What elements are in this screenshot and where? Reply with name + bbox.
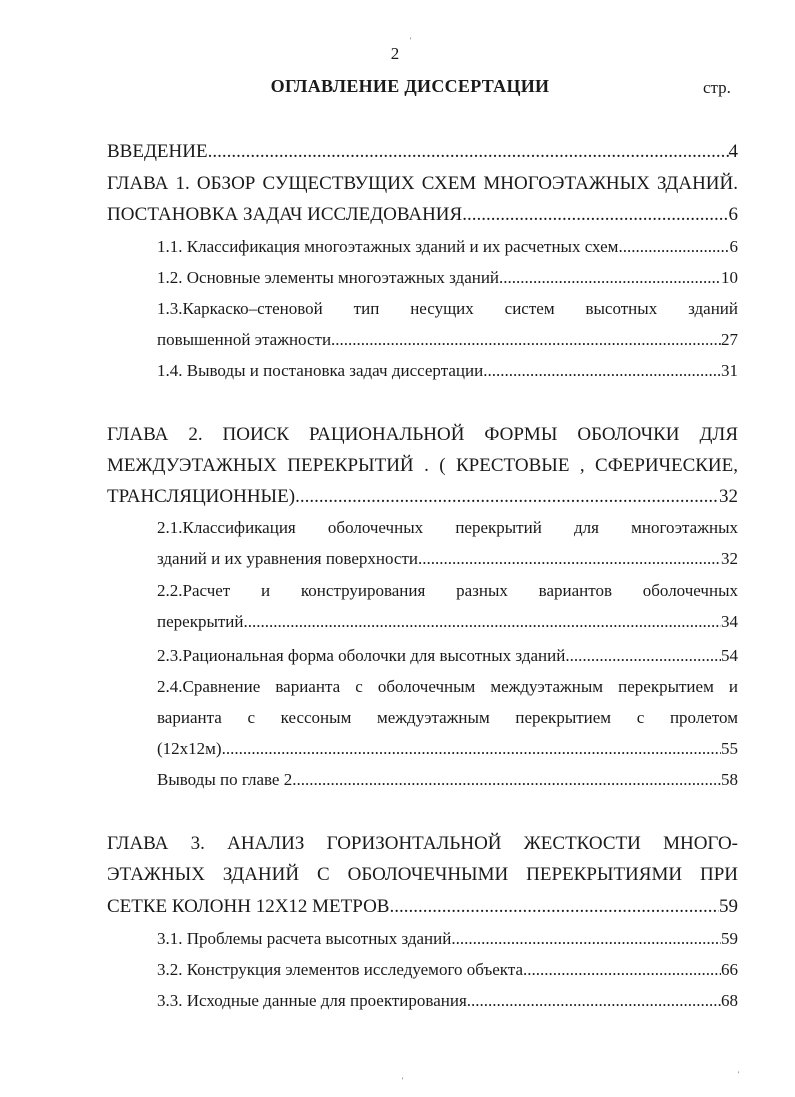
toc-entry-text: 2.2.Расчет и конструирования разных вариантов оболочечных bbox=[157, 581, 738, 600]
leader-dots bbox=[222, 740, 721, 757]
toc-section-2-2-cont[interactable] bbox=[157, 613, 738, 630]
toc-entry-text: перекрытий bbox=[157, 612, 244, 631]
leader-dots bbox=[462, 205, 728, 224]
scan-speck: ' bbox=[738, 1070, 740, 1079]
toc-entry-text: ГЛАВА 1. ОБЗОР СУЩЕСТВУЩИХ СХЕМ МНОГОЭТАЖНЫХ ЗДАНИЙ. bbox=[107, 173, 738, 194]
toc-section-1-4[interactable] bbox=[157, 362, 738, 379]
toc-entry-page: 32 bbox=[721, 549, 738, 568]
toc-entry-page: 10 bbox=[721, 268, 738, 287]
toc-entry-page: 34 bbox=[721, 612, 738, 631]
leader-dots bbox=[295, 487, 719, 506]
toc-chapter-2-title[interactable] bbox=[107, 425, 738, 444]
toc-entry-text: ГЛАВА 2. ПОИСК РАЦИОНАЛЬНОЙ ФОРМЫ ОБОЛОЧКИ ДЛЯ bbox=[107, 424, 738, 445]
toc-entry-page: 4 bbox=[728, 141, 738, 162]
leader-dots bbox=[451, 930, 721, 947]
toc-section-2-1[interactable] bbox=[157, 519, 738, 536]
toc-section-1-3[interactable] bbox=[157, 300, 738, 317]
toc-entry-page: 54 bbox=[721, 646, 738, 665]
toc-entry-page: 6 bbox=[729, 237, 738, 256]
toc-entry-text: ГЛАВА 3. АНАЛИЗ ГОРИЗОНТАЛЬНОЙ ЖЕСТКОСТИ МНОГО- bbox=[107, 833, 738, 854]
toc-entry-text: 1.3.Каркаско–стеновой тип несущих систем высотных зданий bbox=[157, 299, 738, 318]
scan-speck: ' bbox=[402, 1076, 404, 1085]
toc-section-2-1-cont[interactable] bbox=[157, 550, 738, 567]
leader-dots bbox=[483, 362, 721, 379]
scan-speck: ' bbox=[410, 36, 412, 45]
toc-entry-page: 55 bbox=[721, 739, 738, 758]
toc-entry-text: 2.4.Сравнение варианта с оболочечным междуэтажным перекрытием и bbox=[157, 677, 738, 696]
toc-section-3-3[interactable] bbox=[157, 992, 738, 1009]
toc-chapter-1-title-cont[interactable] bbox=[107, 205, 738, 224]
toc-chapter-2-title-cont[interactable] bbox=[107, 456, 738, 475]
toc-section-2-2[interactable] bbox=[157, 582, 738, 599]
toc-entry-page: 66 bbox=[721, 960, 738, 979]
leader-dots bbox=[523, 961, 721, 978]
leader-dots bbox=[208, 142, 729, 161]
toc-section-2-4-end[interactable] bbox=[157, 740, 738, 757]
leader-dots bbox=[499, 269, 721, 286]
toc-chapter-2-title-end[interactable] bbox=[107, 487, 738, 506]
toc-entry-text: 2.3.Рациональная форма оболочки для высотных зданий bbox=[157, 646, 566, 665]
toc-entry-text: 1.1. Классификация многоэтажных зданий и их расчетных схем bbox=[157, 237, 619, 256]
toc-chapter-3-title-end[interactable] bbox=[107, 897, 738, 916]
leader-dots bbox=[292, 771, 721, 788]
page-column-label: стр. bbox=[703, 78, 731, 97]
toc-section-2-4[interactable] bbox=[157, 678, 738, 695]
leader-dots bbox=[389, 897, 719, 916]
toc-section-1-2[interactable] bbox=[157, 269, 738, 286]
toc-entry-page: 32 bbox=[719, 486, 738, 507]
toc-section-2-conclusions[interactable] bbox=[157, 771, 738, 788]
toc-entry-text: 1.2. Основные элементы многоэтажных зданий bbox=[157, 268, 500, 287]
toc-chapter-3-title[interactable] bbox=[107, 834, 738, 853]
toc-chapter-3-title-cont[interactable] bbox=[107, 865, 738, 884]
toc-entry-page: 59 bbox=[721, 929, 738, 948]
toc-section-3-1[interactable] bbox=[157, 930, 738, 947]
toc-entry-text: 3.1. Проблемы расчета высотных зданий bbox=[157, 929, 452, 948]
toc-section-2-3[interactable] bbox=[157, 647, 738, 664]
toc-entry-page: 59 bbox=[719, 896, 738, 917]
toc-section-3-2[interactable] bbox=[157, 961, 738, 978]
toc-entry-text: повышенной этажности bbox=[157, 330, 332, 349]
toc-section-1-1[interactable] bbox=[157, 238, 738, 255]
leader-dots bbox=[418, 550, 721, 567]
toc-entry-page: 58 bbox=[721, 770, 738, 789]
toc-entry-page: 31 bbox=[721, 361, 738, 380]
leader-dots bbox=[244, 613, 722, 630]
toc-entry-text: ВВЕДЕНИЕ bbox=[107, 141, 208, 162]
leader-dots bbox=[565, 647, 721, 664]
toc-entry-text: ТРАНСЛЯЦИОННЫЕ) bbox=[107, 486, 296, 507]
toc-chapter-1-title[interactable] bbox=[107, 174, 738, 193]
toc-entry-page: 68 bbox=[721, 991, 738, 1010]
toc-title: ОГЛАВЛЕНИЕ ДИССЕРТАЦИИ bbox=[270, 76, 550, 96]
toc-entry-text: МЕЖДУЭТАЖНЫХ ПЕРЕКРЫТИЙ . ( КРЕСТОВЫЕ , СФЕРИЧЕСКИЕ, bbox=[107, 455, 738, 476]
toc-entry-text: ЭТАЖНЫХ ЗДАНИЙ С ОБОЛОЧЕЧНЫМИ ПЕРЕКРЫТИЯМИ ПРИ bbox=[107, 864, 738, 885]
toc-entry-text: 3.3. Исходные данные для проектирования bbox=[157, 991, 467, 1010]
toc-section-1-3-cont[interactable] bbox=[157, 331, 738, 348]
toc-entry-text: 1.4. Выводы и постановка задач диссертации bbox=[157, 361, 484, 380]
leader-dots bbox=[331, 331, 721, 348]
toc-entry-page: 6 bbox=[728, 204, 738, 225]
leader-dots bbox=[467, 992, 721, 1009]
leader-dots bbox=[618, 238, 729, 255]
toc-entry-text: СЕТКЕ КОЛОНН 12Х12 МЕТРОВ bbox=[107, 896, 390, 917]
page-number: 2 bbox=[390, 44, 400, 63]
toc-entry-text: варианта с кессоным междуэтажным перекрытием с пролетом bbox=[157, 708, 738, 727]
toc-entry-text: (12х12м) bbox=[157, 739, 222, 758]
toc-entry-text: 2.1.Классификация оболочечных перекрытий для многоэтажных bbox=[157, 518, 738, 537]
toc-entry-text: 3.2. Конструкция элементов исследуемого объекта bbox=[157, 960, 524, 979]
toc-entry-page: 27 bbox=[721, 330, 738, 349]
toc-entry-intro[interactable] bbox=[107, 142, 738, 161]
toc-section-2-4-cont[interactable] bbox=[157, 709, 738, 726]
toc-entry-text: Выводы по главе 2 bbox=[157, 770, 293, 789]
toc-entry-text: ПОСТАНОВКА ЗАДАЧ ИССЛЕДОВАНИЯ bbox=[107, 204, 463, 225]
toc-entry-text: зданий и их уравнения поверхности bbox=[157, 549, 418, 568]
